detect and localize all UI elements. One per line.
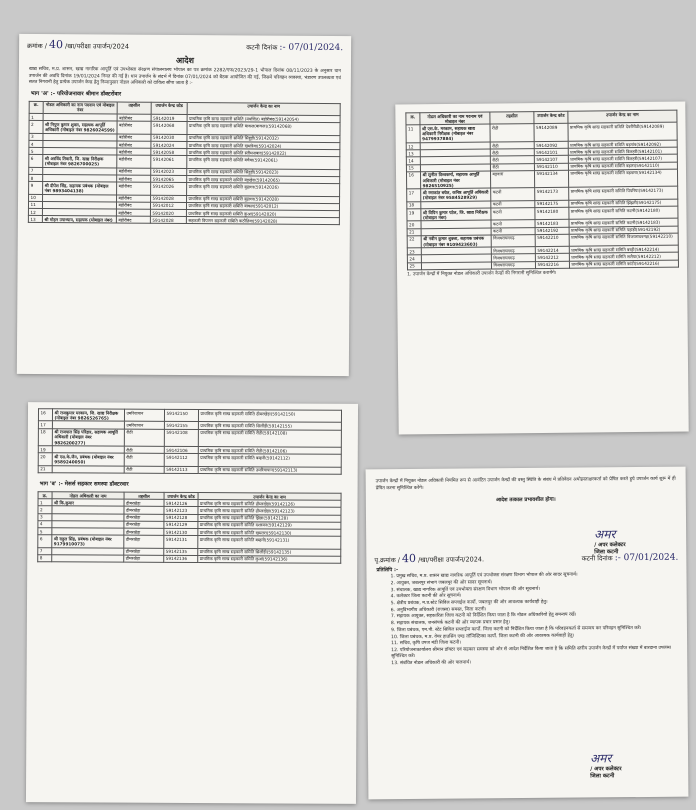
cell-center-code: 59142024 [151, 141, 187, 148]
cell-center-code: 59142212 [535, 254, 569, 262]
cell-serial: 8 [29, 174, 43, 181]
cell-center-code: 59142019 [151, 114, 187, 121]
cell-officer [52, 555, 124, 563]
cell-serial: 23 [407, 248, 421, 255]
order-date [246, 42, 343, 53]
cell-center-name: प्राथमिक कृषि साख सहकारी समिति बिलहरी(59142107) [568, 154, 677, 162]
cell-center-code: 59142123 [164, 507, 198, 514]
cell-serial: 13 [28, 216, 42, 223]
distribution-item: 13. संबंधित नोडल अधिकारी की ओर पालनार्थ। [391, 660, 471, 667]
cell-center-name: प्राथमिक कृषि साख सहकारी समिति बड़खेरा(59142065) [187, 176, 340, 184]
cell-tehsil: बहोरीबंद [117, 121, 151, 134]
cell-officer: श्री दीपेश सिंह, सहायक प्रबंधक (मोबाइल नंबर 9893404138) [43, 182, 117, 195]
cell-center-code: 59142058 [151, 148, 187, 155]
cell-tehsil: कटनी [491, 188, 535, 201]
cell-serial: 15 [406, 164, 420, 171]
ref-label: क्रमांक / [27, 41, 47, 51]
cell-center-code: 59142089 [534, 124, 568, 142]
cell-officer [421, 262, 491, 270]
cell-officer: श्री कि.कुमार [52, 499, 124, 507]
table-row [38, 555, 341, 564]
cell-tehsil: विजयराघवगढ़ [491, 261, 535, 269]
cell-center-name: प्राथमिक कृषि साख सहकारी समिति रीठी(59142108) [198, 429, 341, 447]
cell-serial: 7 [38, 547, 52, 554]
table-row [38, 466, 341, 475]
cell-center-name: प्राथमिक कृषि साख सहकारी समिति खमतरा(59142130) [198, 529, 341, 537]
cell-tehsil: ढीमरखेड़ा [124, 514, 164, 521]
nodal-officer-table-a-end [38, 408, 342, 475]
cell-officer: श्री राहुल सिंह, प्रबंधक (मोबाइल नंबर 9179910073) [52, 535, 124, 548]
distribution-item: 6. अनुविभागीय अधिकारी (राजस्व) समस्त, जिला कटनी। [390, 607, 487, 613]
cell-center-name: प्राथमिक कृषि साख सहकारी समिति रीठी(59142106) [198, 447, 341, 455]
distribution-item: 8. सहायक संचालक, जनसंपर्क कटनी की ओर व्यापक प्रचार प्रसार हेतु। [390, 620, 510, 627]
signatory-designation-2: / अपर कलेक्टर [590, 766, 622, 773]
order-page-1 [17, 34, 351, 376]
cell-tehsil: ढीमरखेड़ा [124, 555, 164, 562]
cell-serial: 3 [38, 513, 52, 520]
col-header-tehsil: तहसील [124, 492, 164, 499]
cell-tehsil: कटनी [491, 220, 535, 228]
cell-center-name: प्राथमिक कृषि साख सहकारी समिति बाकल(बाकल)(59142068) [187, 122, 340, 135]
cell-serial: 9 [29, 182, 43, 195]
cell-serial: 17 [38, 421, 52, 428]
cell-serial: 17 [407, 189, 421, 202]
cell-serial: 18 [38, 428, 52, 446]
cell-tehsil: बहोरीबंद [117, 195, 151, 202]
cell-tehsil: ढीमरखेड़ा [124, 521, 164, 528]
distribution-item: 2. आयुक्त, जबलपुर संभाग जबलपुर की ओर सादर सूचनार्थ। [390, 580, 493, 587]
cell-center-name: प्राथमिक कृषि साख सहकारी समिति बिलहरी(59142101) [568, 147, 677, 155]
cell-center-name: प्राथमिक कृषि साख सहकारी समिति विजयराघवगढ़(59142210) [569, 233, 678, 247]
order-page-4 [366, 467, 689, 800]
cell-tehsil: बहोरीबंद [117, 175, 151, 182]
distribution-item: 10. जिला प्रबंधक, म.प्र. वेयर हाउसिंग एण्ड लॉजिस्टिक्स कार्पो. जिला कटनी की ओर आवश्यक कार्यवाही हेतु। [391, 633, 575, 640]
page4-endorsement-header [366, 546, 686, 566]
cell-center-name: प्राथमिक कृषि साख सहकारी समिति सिलौंड़ी(59142135) [198, 548, 341, 556]
signature-block-1 [594, 525, 626, 556]
cell-center-code: 59142026 [151, 182, 187, 195]
distribution-item: 9. जिला प्रबंधक, एम.पी. स्टेट सिविल सप्लाईज कार्पो. जिला कटनी को निर्देशित किया जाता है कि परिवहनकर्ता से समन्वय कर परिवहन सुनिश्चित करें। [390, 625, 642, 633]
col-header-center: उपार्जन केन्द्र का नाम [187, 102, 340, 115]
date-value: :- 07/01/2024. [614, 552, 679, 564]
nodal-duty-paragraph: उपार्जन केन्द्रों में नियुक्त नोडल अधिकारी नियमित रूप से आवंटित उपार्जन केन्द्रों की वस्तु स्थिति के संबंध में प्रतिवेदन अधोहस्ताक्षरकर्ता को प्रेषित करते हुये उपार्जन कार्य शुरू में ही प्रेषित करना सुनिश्चित करेंगे। [375, 476, 676, 491]
cell-serial: 20 [407, 221, 421, 228]
cell-tehsil: रीठी [124, 429, 164, 447]
cell-center-code: 59142126 [164, 500, 198, 507]
cell-center-code: 59142110 [534, 163, 568, 171]
cell-center-code: 59142068 [151, 122, 187, 135]
cell-center-name: सहकारी विपणन सहकारी समिति कठौतिया(59142028) [186, 217, 339, 225]
cell-center-code: 59142113 [164, 466, 198, 473]
cell-center-name: प्राथमिक कृषि साख सहकारी समिति झिंझरी(59142175) [569, 199, 678, 207]
cell-serial: 10 [29, 194, 43, 201]
order-page-3 [26, 402, 358, 804]
cell-tehsil: रीठी [490, 149, 534, 157]
cell-tehsil: ढीमरखेड़ा [124, 507, 164, 514]
date-value: :- 07/01/2024. [279, 42, 344, 54]
cell-center-name: प्राथमिक कृषि साख सहकारी समिति सिलौंड़ी(59142155) [198, 422, 341, 430]
ref-number-handwritten: 40 [401, 552, 417, 566]
reference-number [27, 38, 129, 52]
cell-center-name: प्राथमिक कृषि साख सहकारी समिति दशरमन(59142129) [198, 521, 341, 529]
cell-tehsil: ढीमरखेड़ा [124, 535, 164, 548]
signature-block-2 [590, 749, 622, 780]
date-label: कटनी दिनांक [581, 554, 613, 563]
cell-center-code: 59142112 [164, 454, 198, 467]
cell-center-code: 59142135 [164, 548, 198, 555]
cell-center-name: प्राथमिक कृषि साख सहकारी समिति बम्हनी(59142112) [198, 454, 341, 467]
cell-officer: श्री अरविंद तिवारी, जि. खाद्य निरीक्षक (मोबाइल नंबर 9826700025) [43, 155, 117, 168]
col-header-no: क्र. [406, 113, 420, 126]
col-header-center: उपार्जन केन्द्र का नाम [198, 493, 341, 501]
cell-tehsil: बहोरीबंद [117, 182, 151, 195]
cell-serial: 5 [29, 148, 43, 155]
cell-tehsil: उमरियापान [124, 409, 164, 422]
cell-serial: 2 [29, 121, 43, 134]
cell-tehsil: रीठी [124, 446, 164, 453]
cell-officer: श्री राजपाल सिंह परिहार, सहायक आपूर्ति अधिकारी (मोबाइल नंबर 9826200277) [52, 428, 124, 446]
cell-serial: 14 [406, 157, 420, 164]
cell-tehsil: कटनी [491, 227, 535, 235]
cell-center-name: प्राथमिक कृषि साख सहकारी समिति बाकल(59142012) [186, 202, 339, 210]
cell-center-name: प्राथमिक कृषि साख सहकारी समिति सिहुड़ी(59142023) [187, 168, 340, 176]
cell-serial: 22 [407, 236, 421, 249]
cell-center-code: 59142030 [151, 134, 187, 141]
cell-officer: श्री राजकुमार मरकाम, जि. खाद्य निरीक्षक (मोबाइल नंबर 9826526765) [52, 409, 124, 422]
endorsement-reference [374, 552, 484, 566]
order-page-2 [395, 101, 688, 434]
cell-center-code: 59142192 [535, 227, 569, 235]
cell-center-code: 59142028 [151, 195, 187, 202]
col-header-code: उपार्जन केन्द्र कोड [151, 102, 187, 115]
cell-center-code: 59142216 [535, 261, 569, 269]
cell-tehsil: बहोरीबंद [117, 141, 151, 148]
cell-center-name: प्राथमिक कृषि साख सहकारी समिति देवरीरीठी(59142089) [568, 122, 677, 141]
cell-center-code: 59142150 [164, 409, 198, 422]
col-header-officer: नोडल अधिकारी का नाम [52, 492, 124, 500]
cell-tehsil: विजयराघवगढ़ [491, 234, 535, 247]
cell-serial: 11 [28, 201, 42, 208]
distribution-item: 5. क्षेत्रीय प्रबंधक, म.प्र.स्टेट सिविल सप्लाईज कार्पो. जबलपुर की ओर आवश्यक कार्यवाही हेतु। [390, 599, 548, 607]
signatory-designation-1: / अपर कलेक्टर [594, 542, 626, 549]
cell-officer: श्री सुनील विश्वकर्मा, सहायक आपूर्ति अधिकारी (मोबाइल नंबर 9826510925) [420, 171, 490, 189]
cell-officer: श्री मोहन उपाध्याय, सहायक (मोबाइल नंबर) [42, 216, 116, 224]
col-header-no: क्र. [38, 492, 52, 499]
cell-tehsil: रीठी [490, 124, 534, 142]
cell-officer: श्री विपिन कुमार पटेल, जि. खाद्य निरीक्षक (मोबाइल नंबर) [421, 208, 491, 221]
cell-serial: 2 [38, 506, 52, 513]
table-row [28, 216, 339, 225]
col-header-code: उपार्जन केन्द्र कोड [164, 492, 198, 499]
cell-center-name: प्राथमिक कृषि साख सहकारी समिति कांटी(59142216) [569, 260, 678, 268]
col-header-center: उपार्जन केन्द्र का नाम [568, 110, 677, 124]
nodal-officer-table-b [37, 491, 341, 564]
cell-center-code: 59142128 [164, 514, 198, 521]
cell-tehsil: ढीमरखेड़ा [124, 499, 164, 506]
cell-tehsil: बहोरीबंद [117, 168, 151, 175]
cell-serial: 8 [38, 555, 52, 562]
cell-center-code: 59142028 [150, 217, 186, 224]
cell-serial: 13 [406, 150, 420, 157]
cell-center-code: 59142101 [534, 148, 568, 156]
cell-serial: 12 [406, 143, 420, 150]
cell-center-code: 59142129 [164, 521, 198, 528]
signatory-district-2: जिला कटनी [590, 773, 615, 780]
cell-serial: 21 [38, 466, 52, 473]
cell-officer: श्री नवीन कुमार शुक्ला, सहायक प्रबंधक (मोबाइल नंबर 9109423603) [421, 235, 491, 248]
cell-center-name: प्राथमिक कृषि साख सहकारी समिति स्लीमनाबाद(59142022) [187, 149, 340, 157]
cell-center-code: 59142106 [164, 447, 198, 454]
cell-center-code: 59142012 [150, 202, 186, 209]
cell-tehsil: रीठी [124, 454, 164, 467]
cell-officer: श्री एस.के. मरकाम, सहायक खाद्य अधिकारी निरीक्षक (मोबाइल नंबर 9479937884) [420, 124, 490, 142]
cell-serial: 4 [38, 521, 52, 528]
col-header-officer: नोडल अधिकारी का नाम पदनाम एवं मोबाइल नंबर [43, 101, 117, 114]
cell-center-name: प्राथमिक कृषि साख सहकारी समिति बरही(59142214) [569, 245, 678, 253]
cell-tehsil: रीठी [490, 163, 534, 171]
cell-serial: 7 [29, 167, 43, 174]
cell-center-name: प्राथमिक कृषि साख सहकारी समिति कटनी(59142180) [569, 206, 678, 220]
col-header-code: उपार्जन केन्द्र कोड [534, 111, 568, 124]
cell-tehsil: विजयराघवगढ़ [491, 247, 535, 255]
cell-officer [52, 466, 124, 474]
cell-center-code: 59142131 [164, 536, 198, 549]
distribution-item: 7. सहायक आयुक्त, सहकारिता जिला कटनी को निर्देशित किया जाता है कि नोडल अधिकारियों हेतु समन्वय रखें। [390, 612, 577, 620]
cell-serial: 19 [38, 446, 52, 453]
cell-center-code: 59142214 [535, 246, 569, 254]
distribution-list [366, 572, 687, 668]
distribution-item: 1. प्रमुख सचिव, म.प्र. शासन खाद्य नागरिक आपूर्ति एवं उपभोक्ता संरक्षण विभाग भोपाल की ओर सादर सूचनार्थ। [390, 572, 578, 580]
cell-serial: 11 [406, 125, 420, 143]
cell-serial: 4 [29, 140, 43, 147]
cell-tehsil: बहोरीबंद [116, 209, 150, 216]
ref-label: पृ.क्रमांक / [374, 556, 400, 565]
cell-center-name: प्राथमिक कृषि साख सहकारी समिति पहाड़ी(59142192) [569, 226, 678, 234]
cell-serial: 16 [38, 409, 52, 421]
cell-tehsil: ढीमरखेड़ा [124, 528, 164, 535]
signature-1: अमर [594, 527, 616, 542]
distribution-item: 3. संचालक, खाद्य नागरिक आपूर्ति एवं उपभोक्ता संरक्षण विभाग भोपाल की ओर सूचनार्थ। [390, 586, 541, 593]
cell-center-name: प्राथमिक कृषि साख सहकारी समिति उमरियापान(59142113) [198, 466, 341, 474]
col-header-officer: नोडल अधिकारी का नाम पदनाम एवं मोबाइल नंबर [420, 112, 490, 125]
cell-center-name: प्राथमिक कृषि साख सहकारी समिति ढीमरखेड़ा(59142150) [198, 410, 341, 423]
cell-tehsil: बहोरीबंद [116, 202, 150, 209]
ref-office: /खा/परीक्षा उपार्जन/2024 [65, 42, 130, 51]
distribution-item: 12. परियोजनाकार्यालय श्रीमान डॉक्टर एवं सहकार समस्या को ओर से आदेश निर्देशित किया जाता है कि समिति स्तरीय उपार्जन केन्द्रों में पर्याप्त संख्या में बारदाना उपलब्ध सुनिश्चित करें। [391, 645, 671, 660]
cell-center-code: 59142020 [150, 209, 186, 216]
cell-center-name: प्राथमिक कृषि साख सहकारी समिति पिपरिया(59142173) [569, 187, 678, 201]
distribution-item: 4. कलेक्टर जिला कटनी की ओर सूचनार्थ। [390, 593, 462, 600]
cell-center-name: प्राथमिक कृषि साख सहकारी समिति कुआं(59142136) [198, 555, 341, 563]
cell-center-name: प्राथमिक कृषि साख सहकारी समिति (मर्यादित) बहोरीबंद(59142054) [187, 115, 340, 123]
cell-tehsil: बहोरीबंद [116, 216, 150, 223]
cell-serial: 18 [407, 202, 421, 209]
cell-center-name: प्राथमिक कृषि साख सहकारी समिति कटनी(59142183) [569, 219, 678, 227]
cell-center-name: प्राथमिक कृषि साख सहकारी समिति ढीमरखेड़ा(59142123) [198, 507, 341, 515]
page1-header [19, 34, 351, 53]
cell-center-code: 59142130 [164, 528, 198, 535]
cell-serial: 5 [38, 528, 52, 535]
cell-tehsil: रीठी [490, 156, 534, 164]
cell-center-name: प्राथमिक कृषि साख सहकारी समिति खमरिया(59142024) [187, 142, 340, 150]
section-b-heading: भाग 'ब' :- मेसर्स सहकार समस्या डॉक्टरवार [39, 481, 129, 488]
cell-officer: श्री निपुण कुमार शुक्ल, सहायक आपूर्ति अधिकारी (मोबाइल नंबर 9826024599) [43, 121, 117, 134]
cell-tehsil: बहोरीबंद [117, 155, 151, 168]
cell-serial: 21 [407, 228, 421, 235]
date-label: कटनी दिनांक [246, 43, 278, 52]
cell-center-code: 59142023 [151, 168, 187, 175]
cell-serial: 16 [406, 172, 420, 190]
cell-center-code: 59142210 [535, 234, 569, 247]
cell-tehsil: उमरियापान [124, 422, 164, 429]
cell-officer: श्री रमाकांत बघेल, कनिष्ठ आपूर्ति अधिकारी (मोबाइल नंबर 9584528929) [421, 188, 491, 201]
cell-center-code: 59142155 [164, 422, 198, 429]
cell-tehsil: रीठी [124, 466, 164, 473]
table-row [38, 428, 341, 447]
cell-tehsil: ढीमरखेड़ा [124, 548, 164, 555]
cell-serial: 6 [29, 155, 43, 168]
ref-office: /खा/परीक्षा उपार्जन/2024. [418, 555, 485, 565]
cell-center-name: प्राथमिक कृषि साख सहकारी समिति कुआं(59142020) [186, 210, 339, 218]
cell-tehsil: बड़वारा [490, 170, 534, 188]
cell-serial: 6 [38, 535, 52, 547]
nodal-officer-table-continued [405, 110, 679, 271]
cell-center-code: 59142173 [535, 188, 569, 201]
cell-tehsil: बहोरीबंद [117, 134, 151, 141]
cell-center-code: 59142092 [534, 141, 568, 149]
cell-center-code: 59142183 [535, 220, 569, 228]
cell-center-code: 59142108 [164, 429, 198, 447]
cell-center-code: 59142136 [164, 555, 198, 562]
cell-center-name: प्राथमिक कृषि साख सहकारी समिति सलैया(59142212) [569, 253, 678, 261]
cell-center-name: प्राथमिक कृषि साख सहकारी समिति बड़ारा(59142110) [568, 162, 677, 170]
cell-serial: 20 [38, 453, 52, 465]
cell-center-name: प्राथमिक कृषि साख सहकारी समिति ढीमरखेड़ा(59142126) [198, 500, 341, 508]
cell-center-code: 59142180 [535, 207, 569, 220]
cell-serial: 3 [29, 133, 43, 140]
nodal-officer-table-a [28, 101, 341, 226]
cell-serial: 25 [407, 262, 421, 269]
col-header-no: क्र. [29, 101, 43, 114]
cell-center-code: 59142107 [534, 156, 568, 164]
signature-2: अमर [590, 751, 612, 766]
signatory-district-1: जिला कटनी [594, 549, 619, 556]
cell-tehsil: बहोरीबंद [117, 148, 151, 155]
order-heading: आदेश [176, 55, 194, 66]
order-effective-line: आदेश तत्काल प्रभावशील होगा। [495, 496, 556, 504]
cell-serial: 19 [407, 209, 421, 222]
cell-serial: 12 [28, 208, 42, 215]
cell-center-name: प्राथमिक कृषि साख सहकारी समिति बड़वारा(59142134) [568, 169, 677, 188]
cell-center-name: प्राथमिक कृषि साख सहकारी समिति झिन्ना(59142128) [198, 514, 341, 522]
cell-center-name: प्राथमिक कृषि साख सहकारी समिति बम्हनी(59142131) [198, 536, 341, 549]
cell-serial: 24 [407, 255, 421, 262]
cell-tehsil: कटनी [491, 200, 535, 208]
section-a-heading: भाग 'अ' :- परियोजनावार श्रीमान डॉक्टरोंवार [30, 90, 122, 98]
cell-center-code: 59142061 [151, 156, 187, 169]
cell-serial: 1 [38, 499, 52, 506]
cell-tehsil: बहोरीबंद [117, 114, 151, 121]
page2-footnote: 1. उपार्जन केन्द्रों में नियुक्त नोडल अधिकारी उपार्जन केन्द्रों की निगरानी सुनिश्चित करायेंगे। [407, 270, 557, 278]
cell-center-code: 59142175 [535, 200, 569, 208]
cell-tehsil: विजयराघवगढ़ [491, 254, 535, 262]
col-header-tehsil: तहसील [117, 102, 151, 115]
cell-tehsil: कटनी [491, 208, 535, 221]
cell-center-code: 59142134 [534, 170, 568, 188]
cell-center-name: प्राथमिक कृषि साख सहकारी समिति बचैया(59142061) [187, 156, 340, 169]
cell-officer: श्री एस.के.जैन, प्रबंधक (मोबाइल नंबर 9589240050) [52, 453, 124, 466]
cell-center-name: प्राथमिक कृषि साख सहकारी समिति बुढ़ागर(59142028) [187, 195, 340, 203]
cell-center-code: 59142065 [151, 175, 187, 182]
cell-tehsil: रीठी [490, 142, 534, 150]
cell-center-name: प्राथमिक कृषि साख सहकारी समिति सिहुड़ी(59142032) [187, 134, 340, 142]
cell-center-name: प्राथमिक कृषि साख सहकारी समिति बड़गांव(59142092) [568, 140, 677, 148]
copies-heading: प्रतिलिपि :- [376, 567, 399, 574]
intro-paragraph: खाद्य सचिव, म.प्र. शासन, खाद्य नागरिक आपूर्ति एवं उपभोक्ता संरक्षण संचालनालय भोपाल का पत्र क्रमांक 2282/एफ/2023/29-1 भोपाल दिनांक 08/11/2023 के अनुसार धान उपार्जन की अवधि दिनांक 19/01/2024 नियत की गई है। धान उपार्जन के संदर्भ में दिनांक 07/01/2024 को बैठक आयोजित की गई, जिसमें परिवहन व्यवस्था, भंडारण उपलब्धता एवं सतत निगरानी हेतु प्रत्येक उपार्जन केन्द्र हेतु निम्नानुसार नोडल अधिकारी को दायित्व सौंपा जाता है :- [28, 66, 341, 87]
distribution-item: 11. सचिव, कृषि उपज मंडी जिला कटनी। [391, 640, 461, 647]
ref-number-handwritten: 40 [48, 38, 64, 52]
cell-center-name: प्राथमिक कृषि साख सहकारी समिति बुढ़ागर(59142026) [187, 183, 340, 196]
cell-serial: 1 [29, 114, 43, 121]
col-header-tehsil: तहसील [490, 112, 534, 125]
